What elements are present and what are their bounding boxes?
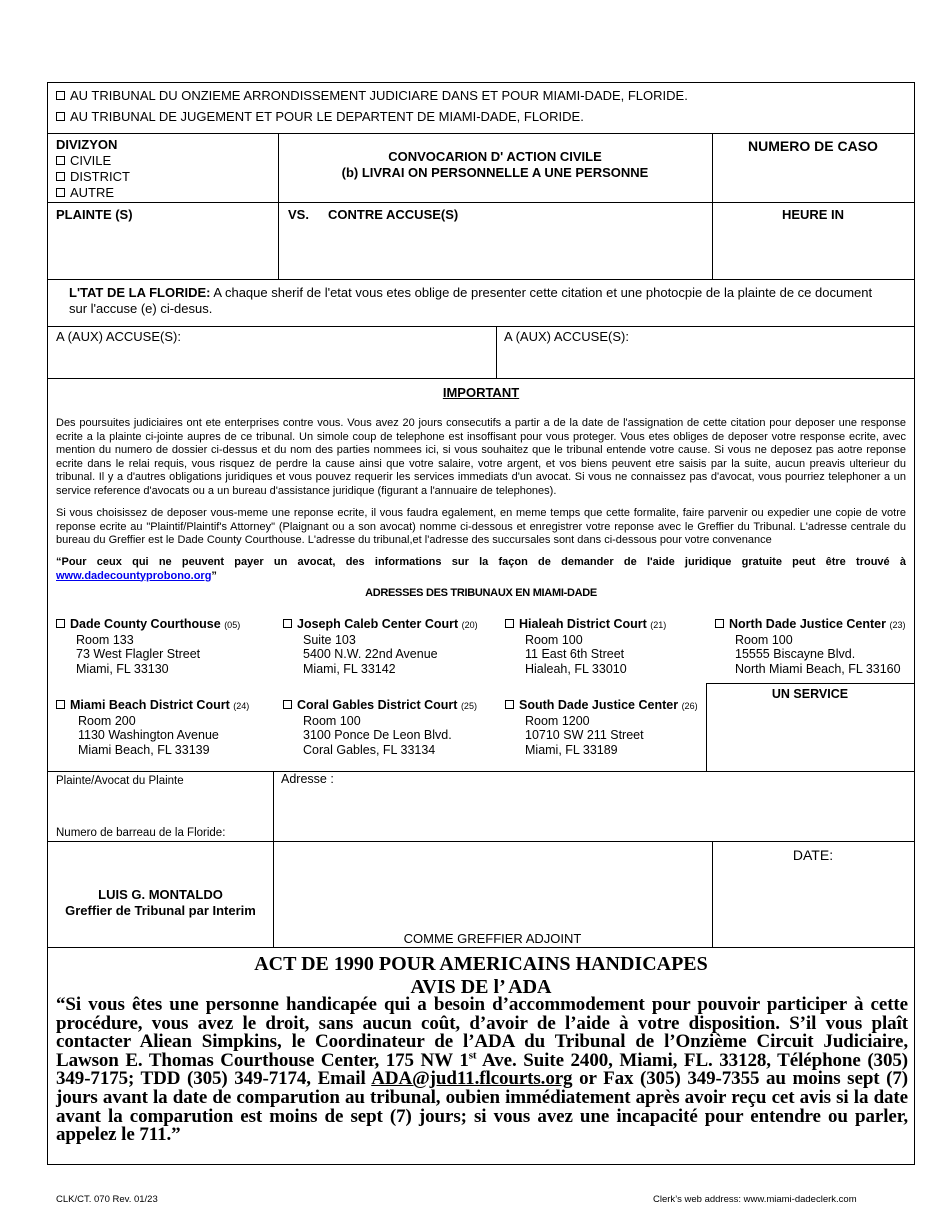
divider bbox=[273, 771, 274, 947]
checkbox-icon[interactable] bbox=[56, 91, 65, 100]
divider bbox=[48, 133, 914, 134]
court-joseph-caleb[interactable]: Joseph Caleb Center Court (20) Suite 103 5400 N.W. 22nd Avenue Miami, FL 33142 bbox=[283, 617, 478, 676]
accused-left-label: A (AUX) ACCUSE(S): bbox=[56, 329, 181, 344]
divider bbox=[496, 326, 497, 378]
plaintiff-label: PLAINTE (S) bbox=[56, 207, 133, 222]
court-miami-beach[interactable]: Miami Beach District Court (24) Room 200 1130 Washington Avenue Miami Beach, FL 33139 bbox=[56, 698, 249, 757]
time-label: HEURE IN bbox=[781, 207, 845, 222]
divider bbox=[712, 133, 713, 279]
probono-link[interactable]: www.dadecountyprobono.org bbox=[56, 569, 212, 582]
ada-subtitle: AVIS DE l’ ADA bbox=[410, 976, 552, 998]
un-service-label: UN SERVICE bbox=[771, 687, 849, 701]
checkbox-icon[interactable] bbox=[56, 112, 65, 121]
deputy-clerk-label: COMME GREFFIER ADJOINT bbox=[403, 931, 582, 946]
bar-number-label: Numero de barreau de la Floride: bbox=[56, 827, 226, 839]
important-title: IMPORTANT bbox=[442, 385, 520, 400]
date-label: DATE: bbox=[792, 847, 834, 863]
defendant-label: CONTRE ACCUSE(S) bbox=[328, 207, 459, 222]
divider bbox=[48, 202, 914, 203]
summons-subtitle: (b) LIVRAI ON PERSONNELLE A UNE PERSONNE bbox=[341, 165, 649, 180]
divider bbox=[48, 771, 914, 772]
important-paragraph-2: Si vous choisissez de deposer vous-meme une reponse ecrite, il vous faudra egalement, en meme temps que cette formalite, faire parvenir ou expedier une copie de votre reponse ecrite au "Plaintif/Plaintif's Attorney" (Plaignant ou a son avocat) nomme ci-dessous et enregistrer votre reponse avec le Greffier du Tribunal. L'adresse centrale du bureau du Greffier est le Dade County Courthouse. L'adresse du tribunal,et l'adresse des succursales sont dans ci-dessous pour votre convenance bbox=[56, 507, 906, 546]
court-option-circuit[interactable]: AU TRIBUNAL DU ONZIEME ARRONDISSEMENT JUDICIARE DANS ET POUR MIAMI-DADE, FLORIDE. bbox=[56, 88, 688, 104]
divider bbox=[48, 841, 914, 842]
court-north-dade[interactable]: North Dade Justice Center (23) Room 100 15555 Biscayne Blvd. North Miami Beach, FL 33160 bbox=[715, 617, 905, 676]
court-dade-county[interactable]: Dade County Courthouse (05) Room 133 73 West Flagler Street Miami, FL 33130 bbox=[56, 617, 240, 676]
court-coral-gables[interactable]: Coral Gables District Court (25) Room 100 3100 Ponce De Leon Blvd. Coral Gables, FL 33134 bbox=[283, 698, 477, 757]
divider bbox=[48, 947, 914, 948]
accused-right-label: A (AUX) ACCUSE(S): bbox=[504, 329, 629, 344]
courts-title: ADRESSES DES TRIBUNAUX EN MIAMI-DADE bbox=[365, 587, 597, 599]
checkbox-icon[interactable] bbox=[56, 700, 65, 709]
court-option-county[interactable]: AU TRIBUNAL DE JUGEMENT ET POUR LE DEPARTENT DE MIAMI-DADE, FLORIDE. bbox=[56, 109, 584, 125]
checkbox-icon[interactable] bbox=[56, 156, 65, 165]
ada-title: ACT DE 1990 POUR AMERICAINS HANDICAPES bbox=[254, 953, 708, 975]
clerk-name: LUIS G. MONTALDO bbox=[98, 887, 223, 902]
checkbox-icon[interactable] bbox=[505, 700, 514, 709]
summons-form bbox=[47, 82, 915, 1165]
division-option-other[interactable]: AUTRE bbox=[56, 185, 114, 201]
ada-email-link[interactable]: ADA@jud11.flcourts.org bbox=[371, 1068, 573, 1090]
address-label: Adresse : bbox=[281, 772, 334, 786]
division-label: DIVIZYON bbox=[56, 137, 118, 152]
divider bbox=[48, 378, 914, 379]
plaintiff-attorney-label: Plainte/Avocat du Plainte bbox=[56, 775, 184, 787]
clerk-title: Greffier de Tribunal par Interim bbox=[65, 903, 256, 918]
state-notice: L'TAT DE LA FLORIDE: A chaque sherif de l'etat vous etes oblige de presenter cette citation et une photocpie de la plainte de ce document sur l'accuse (e) ci-desus. bbox=[69, 285, 873, 316]
probono-notice: “Pour ceux qui ne peuvent payer un avocat, des informations sur la façon de demander de l'aide juridique gratuite peut être trouvé à www.dadecountyprobono.org” bbox=[56, 556, 906, 582]
vs-label: VS. bbox=[288, 207, 309, 222]
division-option-civil[interactable]: CIVILE bbox=[56, 153, 111, 169]
checkbox-icon[interactable] bbox=[505, 619, 514, 628]
case-number-label: NUMERO DE CASO bbox=[748, 138, 878, 154]
checkbox-icon[interactable] bbox=[56, 619, 65, 628]
checkbox-icon[interactable] bbox=[56, 188, 65, 197]
checkbox-icon[interactable] bbox=[283, 619, 292, 628]
checkbox-icon[interactable] bbox=[283, 700, 292, 709]
clerk-web-address: Clerk’s web address: www.miami-dadeclerk.com bbox=[653, 1194, 857, 1205]
court-hialeah[interactable]: Hialeah District Court (21) Room 100 11 East 6th Street Hialeah, FL 33010 bbox=[505, 617, 666, 676]
divider bbox=[706, 683, 914, 684]
court-south-dade[interactable]: South Dade Justice Center (26) Room 1200 10710 SW 211 Street Miami, FL 33189 bbox=[505, 698, 698, 757]
checkbox-icon[interactable] bbox=[56, 172, 65, 181]
summons-title: CONVOCARION D' ACTION CIVILE bbox=[388, 149, 602, 164]
divider bbox=[48, 279, 914, 280]
important-paragraph-1: Des poursuites judiciaires ont ete enterprises contre vous. Vous avez 20 jours consecutifs a partir a de la date de l'assignation de cette citation pour deposer une response ecrite a la plainte ci-jointe aupres de ce tribunal. Un simole coup de telephone est insoffisant pour vous proteger. Vous etes obliges de deposer votre response ecrite, avec mention du numero de dossier ci-dessus et du nom des parties nommees ici, si vous souhaitez que le tribunal entende votre cause. Si vous ne deposez pas aotre reponse ecrite dans le relai requis, vous risquez de perdre la cause ainsi que votre salaire, votre argent, et vos biens peuvent etre saisis par la suite, aucun preavis ulterieur du tribunal. Il y a d'autres obligations juridiques et vous pouvez requerir les services immediats d'un avocat. Si vous ne connaissez pas d'avocat, vous pourriez telephoner a un service reference d'avocats ou a un bureau d'assistance juridique (figurant a l'annuaire de telephones). bbox=[56, 417, 906, 497]
checkbox-icon[interactable] bbox=[715, 619, 724, 628]
divider bbox=[48, 326, 914, 327]
ada-notice: “Si vous êtes une personne handicapée qui a besoin d’accommodement pour pouvoir participer à cette procédure, vous avez le droit, sans aucun coût, d’avoir de l’aide à votre disposition. S’il vous plaît contacter Aliean Simpkins, le Coordinateur de l’ADA du Tribunal de l’Onzième Circuit Judiciaire, Lawson E. Thomas Courthouse Center, 175 NW 1st Ave. Suite 2400, Miami, FL. 33128, Téléphone (305) 349-7175; TDD (305) 349-7174, Email ADA@jud11.flcourts.org or Fax (305) 349-7355 au moins sept (7) jours avant la date de comparution au tribunal, oubien immédiatement après avoir reçu cet avis si la date avant la comparution est moins de sept (7) jours; si vous avez une incapacité pour entendre ou parler, appelez le 711.” bbox=[56, 994, 908, 1146]
division-option-district[interactable]: DISTRICT bbox=[56, 169, 130, 185]
form-number: CLK/CT. 070 Rev. 01/23 bbox=[56, 1194, 158, 1205]
